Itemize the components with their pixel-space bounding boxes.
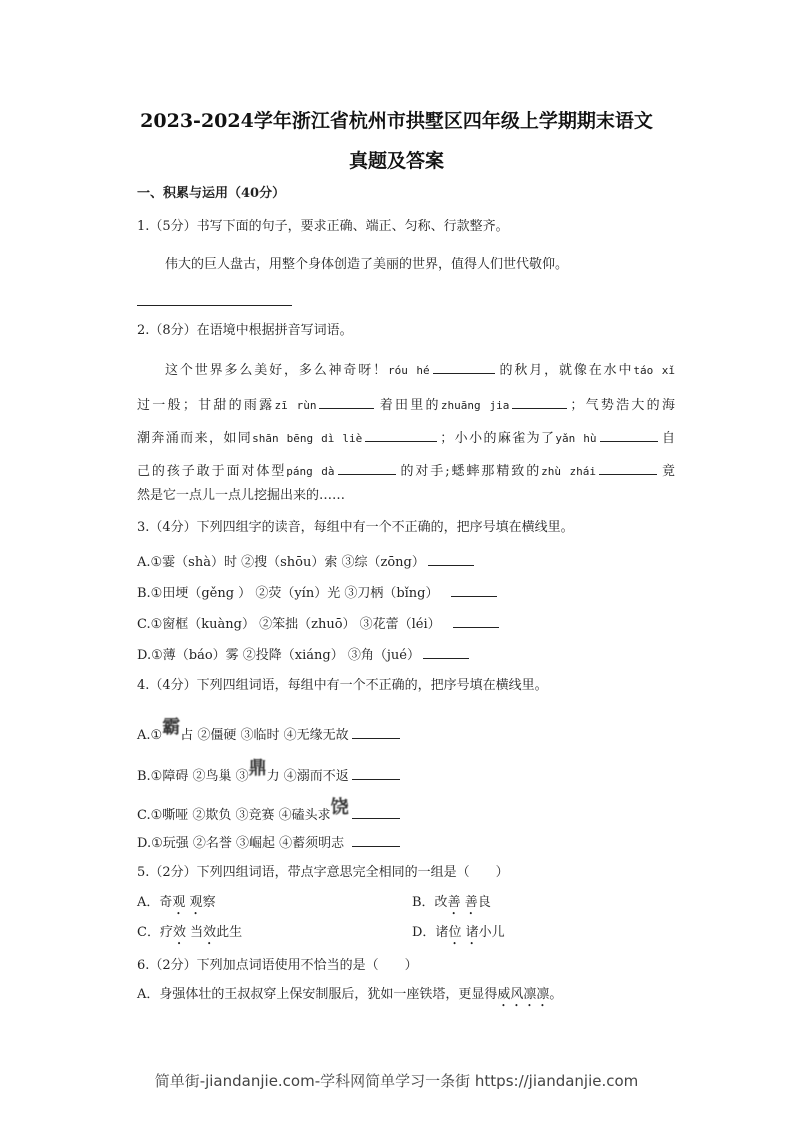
text: 。 — [549, 987, 563, 1002]
answer-blank[interactable] — [433, 359, 495, 374]
dotted-word: 威风凛凛 — [497, 987, 550, 1002]
q5-option-b[interactable] — [412, 893, 491, 918]
answer-blank[interactable] — [338, 460, 396, 475]
pinyin: róu hé — [388, 364, 430, 377]
doc-title-line2: 真题及答案 — [348, 150, 444, 172]
text: 着田里的 — [377, 398, 441, 413]
text: 过一般；甘甜的雨露 — [137, 398, 275, 413]
answer-blank[interactable] — [512, 394, 567, 409]
q3-option-c — [137, 613, 502, 635]
pinyin: yǎn hù — [555, 432, 597, 445]
character-image: 鼎 — [248, 758, 267, 779]
text: 的对手;蟋蟀那精致的 — [398, 464, 542, 479]
answer-blank[interactable] — [451, 582, 497, 597]
text: A.① — [137, 728, 163, 743]
q4-stem: 4.（4分）下列四组词语，每组中有一个不正确的，把序号填在横线里。 — [137, 678, 548, 693]
text: B．改 — [412, 895, 448, 910]
text: B.①障碍 ②鸟巢 ③ — [137, 769, 249, 784]
q3-option-a — [137, 551, 477, 573]
text: 潮奔涌而来，如同 — [137, 431, 253, 446]
text: 当 — [185, 925, 204, 940]
pinyin: shān bēng dì liè — [252, 432, 363, 445]
dotted-char: 观 — [172, 895, 186, 910]
dotted-char: 效 — [203, 925, 217, 940]
text: 占 ②僵硬 ③临时 ④无缘无故 — [180, 728, 349, 743]
q6-option-a[interactable] — [137, 985, 562, 1010]
q4-option-a — [137, 718, 403, 746]
q2-line4 — [137, 460, 675, 482]
answer-blank[interactable] — [352, 832, 400, 847]
text: A．身强体壮的王叔叔穿上保安制服后，犹如一座铁塔，更显得 — [137, 987, 498, 1002]
footer-watermark: 简单街-jiandanjie.com-学科网简单学习一条街 https://jiandanjie.com — [154, 1072, 639, 1090]
text: 良 — [477, 895, 491, 910]
q1-sentence: 伟大的巨人盘古，用整个身体创造了美丽的世界，值得人们世代敬仰。 — [165, 257, 569, 272]
text: A.①霎（shà）时 ②搜（shōu）索 ③综（zōng） — [137, 555, 425, 570]
answer-blank[interactable] — [423, 644, 469, 659]
answer-blank[interactable] — [352, 765, 400, 780]
pinyin: páng dà — [286, 465, 335, 478]
q2-line3 — [137, 427, 675, 449]
section-heading: 一、积累与运用（40分） — [137, 186, 286, 201]
text: 力 ④溺而不返 — [266, 769, 349, 784]
dotted-char: 善 — [447, 895, 461, 910]
text: D.①玩强 ②名誉 ③崛起 ④蓄须明志 — [137, 836, 345, 851]
answer-blank[interactable] — [352, 804, 400, 819]
text: 竟 — [660, 464, 675, 479]
text: ；小小的麻雀为了 — [440, 431, 556, 446]
text: A．奇 — [137, 895, 173, 910]
dotted-char: 诸 — [465, 925, 479, 940]
q2-line1 — [165, 359, 675, 381]
answer-blank[interactable] — [352, 724, 400, 739]
q2-line5: 然是它一点儿一点儿挖掘出来的…… — [137, 488, 346, 503]
q2-stem: 2.（8分）在语境中根据拼音写词语。 — [137, 323, 353, 338]
dotted-char: 位 — [448, 925, 462, 940]
q4-option-d — [137, 832, 403, 854]
text: 自 — [660, 431, 675, 446]
character-image: 霸 — [162, 717, 181, 738]
q6-stem: 6.（2分）下列加点词语使用不恰当的是（ ） — [137, 958, 418, 973]
text: 小儿 — [478, 925, 505, 940]
text: 的秋月，就像在水中 — [497, 363, 634, 378]
text: 察 — [202, 895, 216, 910]
answer-blank[interactable] — [428, 551, 474, 566]
text: 此生 — [216, 925, 243, 940]
dotted-char: 效 — [172, 925, 186, 940]
q2-line2 — [137, 394, 675, 416]
q1-stem: 1.（5分）书写下面的句子，要求正确、端正、匀称、行款整齐。 — [137, 219, 509, 234]
pinyin: zhuāng jia — [440, 399, 510, 412]
text: C．疗 — [137, 925, 173, 940]
q5-stem: 5.（2分）下列四组词语，带点字意思完全相同的一组是（ ） — [137, 865, 509, 880]
answer-blank[interactable] — [319, 394, 374, 409]
text: B.①田埂（gěng ） ②荧（yín）光 ③刀柄（bǐng） — [137, 586, 439, 601]
text: D．诸 — [412, 925, 449, 940]
answer-blank[interactable] — [365, 427, 437, 442]
dotted-char: 善 — [464, 895, 478, 910]
answer-blank[interactable] — [599, 460, 657, 475]
answer-blank[interactable] — [600, 427, 658, 442]
q3-stem: 3.（4分）下列四组字的读音，每组中有一个不正确的，把序号填在横线里。 — [137, 520, 574, 535]
q3-option-b — [137, 582, 500, 604]
q5-option-c[interactable] — [137, 923, 242, 948]
pinyin: táo xǐ — [633, 364, 675, 377]
doc-title-line1: 2023-2024学年浙江省杭州市拱墅区四年级上学期期末语文 — [140, 110, 653, 132]
pinyin: zhù zhái — [541, 465, 597, 478]
dotted-char: 观 — [189, 895, 203, 910]
q4-option-c — [137, 798, 403, 826]
text: C.①嘶哑 ②欺负 ③竞赛 ④磕头求 — [137, 808, 331, 823]
answer-blank[interactable] — [453, 613, 499, 628]
pinyin: zī rùn — [274, 399, 317, 412]
text: D.①薄（báo）雾 ②投降（xiáng） ③角（jué） — [137, 648, 420, 663]
q4-option-b — [137, 759, 403, 787]
q5-option-d[interactable] — [412, 923, 505, 948]
character-image: 饶 — [330, 797, 349, 818]
q5-option-a[interactable] — [137, 893, 216, 918]
text: C.①窗框（kuàng） ②笨拙（zhuō） ③花蕾（léi） — [137, 617, 441, 632]
text: 这个世界多么美好，多么神奇呀！ — [165, 363, 389, 378]
text: 己的孩子敢于面对体型 — [137, 464, 287, 479]
q3-option-d — [137, 644, 472, 666]
text: ；气势浩大的海 — [570, 398, 675, 413]
q1-answer-line[interactable] — [137, 305, 292, 306]
